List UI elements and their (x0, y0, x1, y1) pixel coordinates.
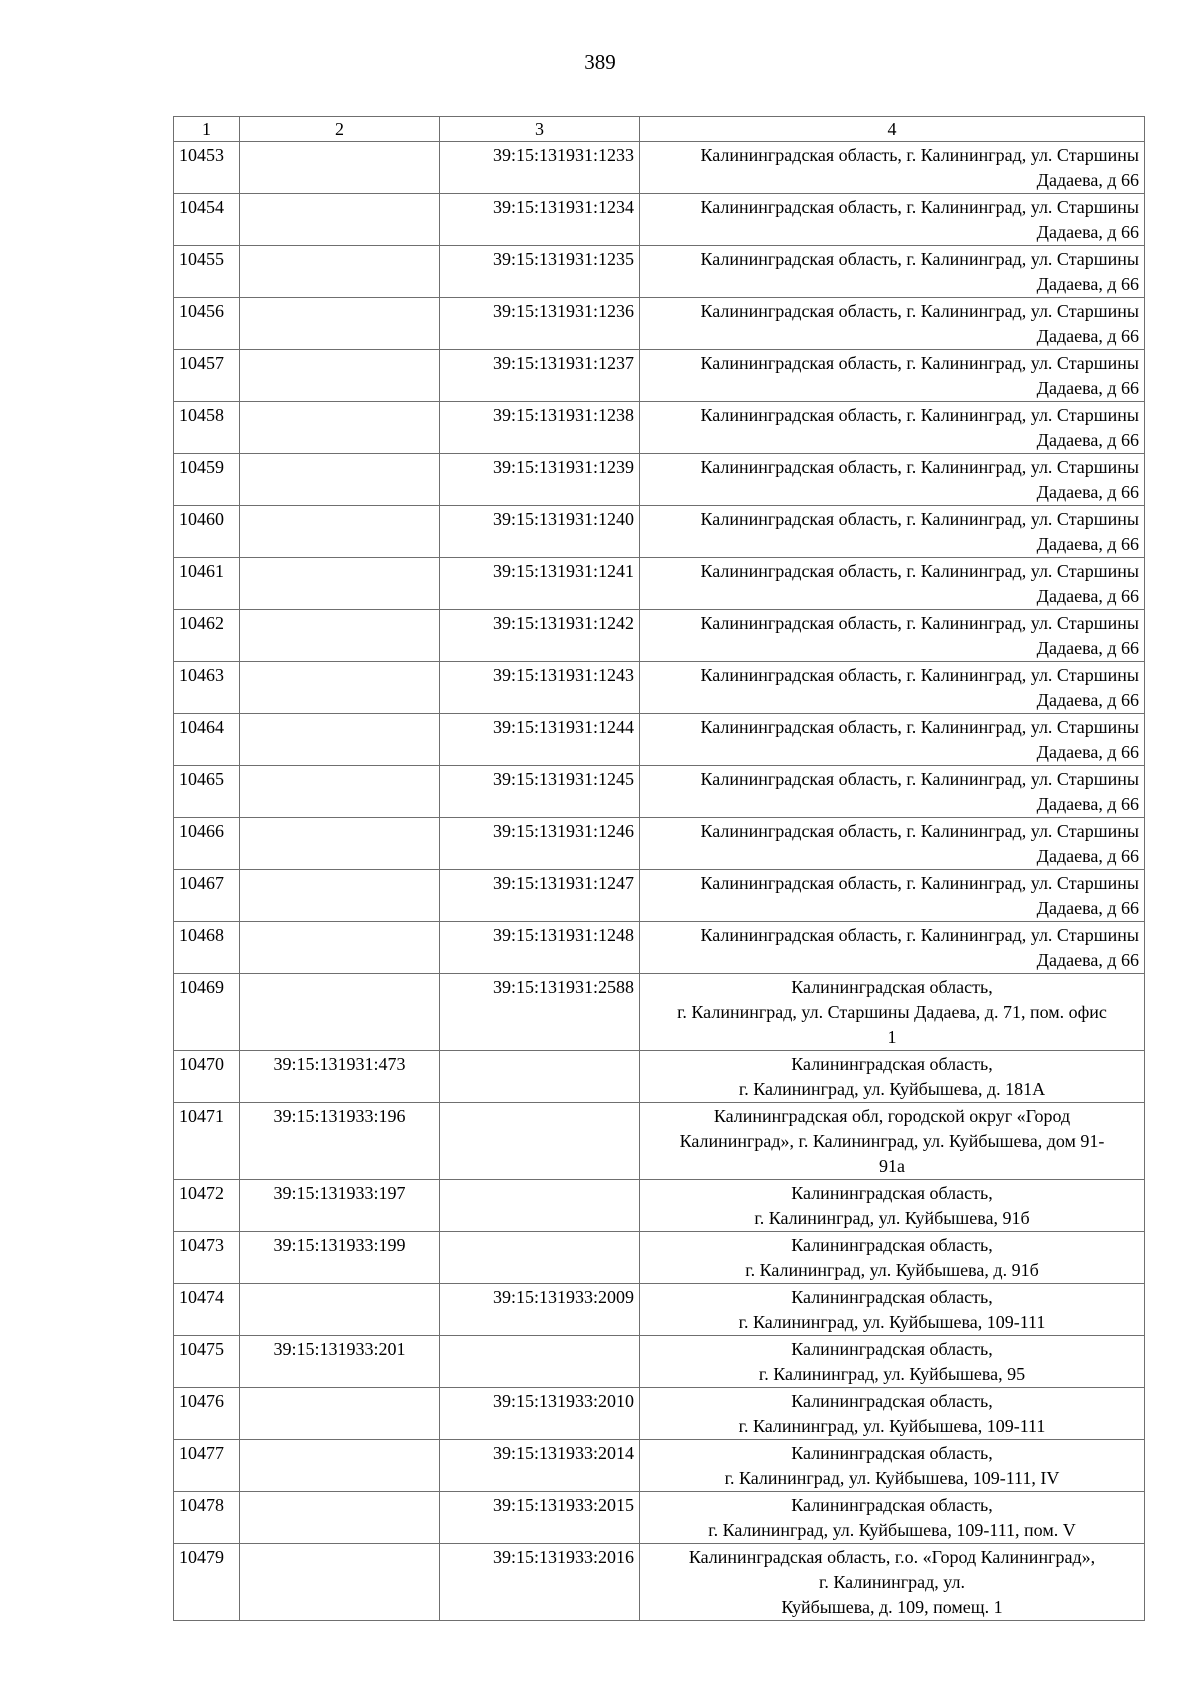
row-number-cell: 10472 (174, 1180, 240, 1232)
row-number-cell: 10462 (174, 610, 240, 662)
row-number-cell: 10456 (174, 298, 240, 350)
row-number-cell: 10465 (174, 766, 240, 818)
address-line: Калининградская область, г. Калининград, ул. Старшины (700, 821, 1139, 841)
parcel-cadastral-number-cell (240, 298, 440, 350)
parcel-cadastral-number-cell (240, 506, 440, 558)
row-number-cell: 10467 (174, 870, 240, 922)
table-row (174, 1388, 1145, 1440)
address-line: Калининградская область, г. Калининград, ул. Старшины (700, 873, 1139, 893)
column-header-4: 4 (640, 117, 1145, 142)
row-number-cell: 10470 (174, 1051, 240, 1103)
parcel-cadastral-number-cell (240, 662, 440, 714)
parcel-cadastral-number-cell (240, 714, 440, 766)
building-cadastral-number-cell: 39:15:131931:1236 (440, 298, 640, 350)
building-cadastral-number-cell: 39:15:131931:1241 (440, 558, 640, 610)
address-cell (640, 246, 1145, 298)
row-number-cell: 10463 (174, 662, 240, 714)
address-cell (640, 766, 1145, 818)
row-number-cell: 10455 (174, 246, 240, 298)
parcel-cadastral-number-cell: 39:15:131933:197 (240, 1180, 440, 1232)
building-cadastral-number-cell: 39:15:131931:1242 (440, 610, 640, 662)
address-line: Калининградская область, г. Калининград, ул. Старшины (700, 665, 1139, 685)
parcel-cadastral-number-cell (240, 818, 440, 870)
parcel-cadastral-number-cell: 39:15:131933:199 (240, 1232, 440, 1284)
table-row (174, 922, 1145, 974)
parcel-cadastral-number-cell (240, 1492, 440, 1544)
table-row (174, 558, 1145, 610)
address-line: Калининградская область, г. Калининград, ул. Старшины (700, 925, 1139, 945)
table-row (174, 1103, 1145, 1180)
address-line: Калининградская область, г.о. «Город Калининград», (688, 1547, 1096, 1567)
building-cadastral-number-cell: 39:15:131931:1244 (440, 714, 640, 766)
row-number-cell: 10459 (174, 454, 240, 506)
building-cadastral-number-cell (440, 1336, 640, 1388)
building-cadastral-number-cell (440, 1180, 640, 1232)
address-line: Калининградская обл, городской округ «Город (713, 1106, 1071, 1126)
table-row (174, 1492, 1145, 1544)
column-header-3: 3 (440, 117, 640, 142)
address-line: Калининградская область, (791, 977, 993, 997)
parcel-cadastral-number-cell: 39:15:131931:473 (240, 1051, 440, 1103)
address-line: Дадаева, д 66 (1036, 586, 1139, 606)
address-cell (640, 1103, 1145, 1180)
parcel-cadastral-number-cell (240, 246, 440, 298)
address-line: Калининградская область, г. Калининград, ул. Старшины (700, 249, 1139, 269)
address-line: Калининградская область, (791, 1443, 993, 1463)
address-line: Дадаева, д 66 (1036, 638, 1139, 658)
row-number-cell: 10454 (174, 194, 240, 246)
parcel-cadastral-number-cell: 39:15:131933:196 (240, 1103, 440, 1180)
address-line: Калининградская область, г. Калининград, ул. Старшины (700, 509, 1139, 529)
address-line: Дадаева, д 66 (1036, 326, 1139, 346)
address-cell (640, 818, 1145, 870)
table-header-row (174, 117, 1145, 142)
building-cadastral-number-cell (440, 1051, 640, 1103)
address-cell (640, 1232, 1145, 1284)
building-cadastral-number-cell: 39:15:131933:2016 (440, 1544, 640, 1621)
row-number-cell: 10457 (174, 350, 240, 402)
building-cadastral-number-cell: 39:15:131933:2014 (440, 1440, 640, 1492)
address-line: г. Калининград, ул. Куйбышева, 91б (754, 1208, 1030, 1228)
address-line: 91а (879, 1156, 905, 1176)
address-line: Калининградская область, г. Калининград, ул. Старшины (700, 613, 1139, 633)
address-line: г. Калининград, ул. (818, 1572, 965, 1592)
parcel-cadastral-number-cell (240, 870, 440, 922)
address-cell (640, 1336, 1145, 1388)
parcel-cadastral-number-cell (240, 974, 440, 1051)
row-number-cell: 10471 (174, 1103, 240, 1180)
building-cadastral-number-cell: 39:15:131931:1234 (440, 194, 640, 246)
address-line: г. Калининград, ул. Куйбышева, д. 91б (745, 1260, 1039, 1280)
address-line: Дадаева, д 66 (1036, 170, 1139, 190)
parcel-cadastral-number-cell (240, 766, 440, 818)
table-row (174, 818, 1145, 870)
table-body (174, 117, 1145, 1621)
address-line: Калининградская область, г. Калининград, ул. Старшины (700, 717, 1139, 737)
building-cadastral-number-cell: 39:15:131931:1238 (440, 402, 640, 454)
address-cell (640, 142, 1145, 194)
building-cadastral-number-cell: 39:15:131931:1233 (440, 142, 640, 194)
address-line: Дадаева, д 66 (1036, 482, 1139, 502)
row-number-cell: 10476 (174, 1388, 240, 1440)
address-cell (640, 1180, 1145, 1232)
table-row (174, 1232, 1145, 1284)
address-cell (640, 870, 1145, 922)
building-cadastral-number-cell: 39:15:131931:1237 (440, 350, 640, 402)
address-line: г. Калининград, ул. Старшины Дадаева, д. 71, пом. офис (677, 1002, 1107, 1022)
address-cell (640, 1388, 1145, 1440)
address-line: Дадаева, д 66 (1036, 222, 1139, 242)
column-header-1: 1 (174, 117, 240, 142)
address-line: Калининградская область, (791, 1287, 993, 1307)
address-line: 1 (887, 1027, 897, 1047)
table-row (174, 766, 1145, 818)
table-row (174, 1336, 1145, 1388)
page-number: 389 (584, 50, 616, 74)
building-cadastral-number-cell: 39:15:131933:2015 (440, 1492, 640, 1544)
table-row (174, 506, 1145, 558)
address-cell (640, 662, 1145, 714)
row-number-cell: 10478 (174, 1492, 240, 1544)
address-line: г. Калининград, ул. Куйбышева, д. 181А (738, 1079, 1046, 1099)
building-cadastral-number-cell: 39:15:131931:1235 (440, 246, 640, 298)
address-line: Дадаева, д 66 (1036, 430, 1139, 450)
address-cell (640, 1051, 1145, 1103)
address-cell (640, 610, 1145, 662)
address-line: Дадаева, д 66 (1036, 690, 1139, 710)
table-row (174, 402, 1145, 454)
address-cell (640, 714, 1145, 766)
parcel-cadastral-number-cell (240, 1388, 440, 1440)
address-line: г. Калининград, ул. Куйбышева, 109-111, пом. V (708, 1520, 1076, 1540)
parcel-cadastral-number-cell (240, 922, 440, 974)
building-cadastral-number-cell (440, 1232, 640, 1284)
building-cadastral-number-cell (440, 1103, 640, 1180)
building-cadastral-number-cell: 39:15:131933:2010 (440, 1388, 640, 1440)
row-number-cell: 10468 (174, 922, 240, 974)
parcel-cadastral-number-cell (240, 1440, 440, 1492)
address-line: Дадаева, д 66 (1036, 274, 1139, 294)
address-line: Калининградская область, г. Калининград, ул. Старшины (700, 145, 1139, 165)
address-line: г. Калининград, ул. Куйбышева, 95 (758, 1364, 1026, 1384)
row-number-cell: 10474 (174, 1284, 240, 1336)
address-line: г. Калининград, ул. Куйбышева, 109-111 (738, 1416, 1046, 1436)
parcel-cadastral-number-cell (240, 610, 440, 662)
building-cadastral-number-cell: 39:15:131933:2009 (440, 1284, 640, 1336)
building-cadastral-number-cell: 39:15:131931:2588 (440, 974, 640, 1051)
address-line: Дадаева, д 66 (1036, 742, 1139, 762)
parcel-cadastral-number-cell (240, 402, 440, 454)
address-cell (640, 1492, 1145, 1544)
address-cell (640, 1440, 1145, 1492)
row-number-cell: 10464 (174, 714, 240, 766)
row-number-cell: 10469 (174, 974, 240, 1051)
address-line: Калининградская область, г. Калининград, ул. Старшины (700, 457, 1139, 477)
table-row (174, 1284, 1145, 1336)
address-line: Куйбышева, д. 109, помещ. 1 (781, 1597, 1003, 1617)
parcel-cadastral-number-cell (240, 454, 440, 506)
address-line: Дадаева, д 66 (1036, 378, 1139, 398)
address-cell (640, 558, 1145, 610)
table-row (174, 194, 1145, 246)
address-line: Калининградская область, (791, 1391, 993, 1411)
building-cadastral-number-cell: 39:15:131931:1239 (440, 454, 640, 506)
address-cell (640, 194, 1145, 246)
address-line: Калининградская область, г. Калининград, ул. Старшины (700, 353, 1139, 373)
address-line: Дадаева, д 66 (1036, 846, 1139, 866)
table-row (174, 246, 1145, 298)
address-cell (640, 454, 1145, 506)
building-cadastral-number-cell: 39:15:131931:1245 (440, 766, 640, 818)
parcel-cadastral-number-cell: 39:15:131933:201 (240, 1336, 440, 1388)
address-cell (640, 1544, 1145, 1621)
building-cadastral-number-cell: 39:15:131931:1248 (440, 922, 640, 974)
table-row (174, 610, 1145, 662)
table-row (174, 1051, 1145, 1103)
row-number-cell: 10479 (174, 1544, 240, 1621)
column-header-2: 2 (240, 117, 440, 142)
parcel-cadastral-number-cell (240, 350, 440, 402)
parcel-cadastral-number-cell (240, 1544, 440, 1621)
table-row (174, 662, 1145, 714)
address-line: Калининградская область, г. Калининград, ул. Старшины (700, 301, 1139, 321)
address-line: г. Калининград, ул. Куйбышева, 109-111, IV (724, 1468, 1060, 1488)
row-number-cell: 10477 (174, 1440, 240, 1492)
address-cell (640, 298, 1145, 350)
row-number-cell: 10475 (174, 1336, 240, 1388)
table-row (174, 298, 1145, 350)
row-number-cell: 10473 (174, 1232, 240, 1284)
address-line: Калининградская область, (791, 1495, 993, 1515)
address-cell (640, 974, 1145, 1051)
address-line: Дадаева, д 66 (1036, 898, 1139, 918)
address-line: Дадаева, д 66 (1036, 950, 1139, 970)
table-row (174, 454, 1145, 506)
address-line: Калининградская область, г. Калининград, ул. Старшины (700, 405, 1139, 425)
table-row (174, 1180, 1145, 1232)
row-number-cell: 10458 (174, 402, 240, 454)
address-line: Калининградская область, (791, 1183, 993, 1203)
address-cell (640, 506, 1145, 558)
address-line: Калининградская область, (791, 1339, 993, 1359)
address-cell (640, 1284, 1145, 1336)
building-cadastral-number-cell: 39:15:131931:1246 (440, 818, 640, 870)
building-cadastral-number-cell: 39:15:131931:1240 (440, 506, 640, 558)
address-line: Калининградская область, (791, 1235, 993, 1255)
registry-table (173, 116, 1145, 1621)
table-row (174, 714, 1145, 766)
address-line: Дадаева, д 66 (1036, 534, 1139, 554)
address-line: Калининградская область, г. Калининград, ул. Старшины (700, 769, 1139, 789)
parcel-cadastral-number-cell (240, 142, 440, 194)
address-cell (640, 350, 1145, 402)
address-line: Калининградская область, г. Калининград, ул. Старшины (700, 197, 1139, 217)
address-cell (640, 402, 1145, 454)
address-line: г. Калининград, ул. Куйбышева, 109-111 (738, 1312, 1046, 1332)
table-row (174, 142, 1145, 194)
parcel-cadastral-number-cell (240, 194, 440, 246)
row-number-cell: 10453 (174, 142, 240, 194)
row-number-cell: 10460 (174, 506, 240, 558)
parcel-cadastral-number-cell (240, 1284, 440, 1336)
table-row (174, 870, 1145, 922)
table-row (174, 1544, 1145, 1621)
address-line: Калининградская область, г. Калининград, ул. Старшины (700, 561, 1139, 581)
building-cadastral-number-cell: 39:15:131931:1247 (440, 870, 640, 922)
table-row (174, 350, 1145, 402)
address-cell (640, 922, 1145, 974)
row-number-cell: 10461 (174, 558, 240, 610)
row-number-cell: 10466 (174, 818, 240, 870)
building-cadastral-number-cell: 39:15:131931:1243 (440, 662, 640, 714)
address-line: Калининградская область, (791, 1054, 993, 1074)
table-row (174, 974, 1145, 1051)
address-line: Калининград», г. Калининград, ул. Куйбышева, дом 91- (679, 1131, 1105, 1151)
parcel-cadastral-number-cell (240, 558, 440, 610)
address-line: Дадаева, д 66 (1036, 794, 1139, 814)
table-row (174, 1440, 1145, 1492)
